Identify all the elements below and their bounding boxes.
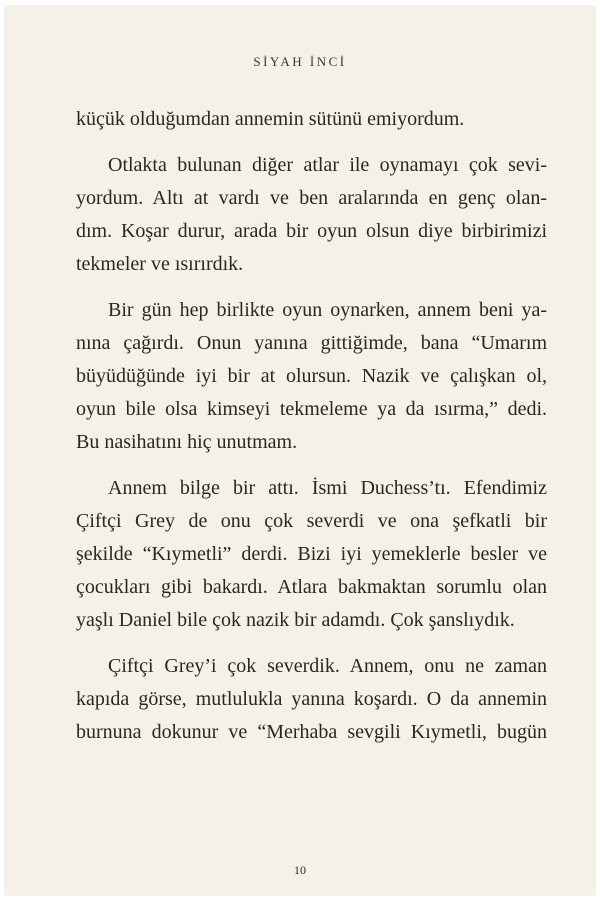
book-page [5,6,595,895]
text-line: nına çağırdı. Onun yanına gittiğimde, bana “Umarım [76,332,547,354]
paragraph [76,103,547,136]
text-line: çocukları gibi bakardı. Atlara bakmaktan sorumlu olan [76,576,547,598]
text-line: burnuna dokunur ve “Merhaba sevgili Kıymetli, bugün [76,721,547,743]
text-line: Çiftçi Grey’i çok severdik. Annem, onu ne zaman [108,655,547,677]
running-head: SİYAH İNCİ [253,54,347,69]
text-line: Annem bilge bir attı. İsmi Duchess’tı. Efendimiz [108,477,547,499]
paragraph [76,149,547,281]
paragraph [76,472,547,637]
paragraph [76,650,547,749]
paragraph [76,294,547,459]
page-number: 10 [294,863,306,877]
text-line: dım. Koşar durur, arada bir oyun olsun diye birbirimizi [76,220,547,242]
body-text [76,103,547,749]
text-line: yordum. Altı at vardı ve ben aralarında en genç olan- [76,187,547,209]
text-line: oyun bile olsa kimseyi tekmeleme ya da ısırma,” dedi. [76,398,547,420]
text-line: Bu nasihatını hiç unutmam. [76,431,298,453]
text-line: büyüdüğünde iyi bir at olursun. Nazik ve çalışkan ol, [76,365,547,387]
text-line: Bir gün hep birlikte oyun oynarken, annem beni ya- [108,299,547,321]
text-line: tekmeler ve ısırırdık. [76,253,244,275]
text-line: küçük olduğumdan annemin sütünü emiyordum. [76,108,465,130]
text-line: Çiftçi Grey de onu çok severdi ve ona şefkatli bir [76,510,547,532]
text-line: Otlakta bulunan diğer atlar ile oynamayı çok sevi- [108,154,547,176]
text-line: şekilde “Kıymetli” derdi. Bizi iyi yemeklerle besler ve [76,543,547,565]
text-line: kapıda görse, mutlulukla yanına koşardı. O da annemin [76,688,547,710]
text-line: yaşlı Daniel bile çok nazik bir adamdı. Çok şanslıydık. [76,609,515,631]
